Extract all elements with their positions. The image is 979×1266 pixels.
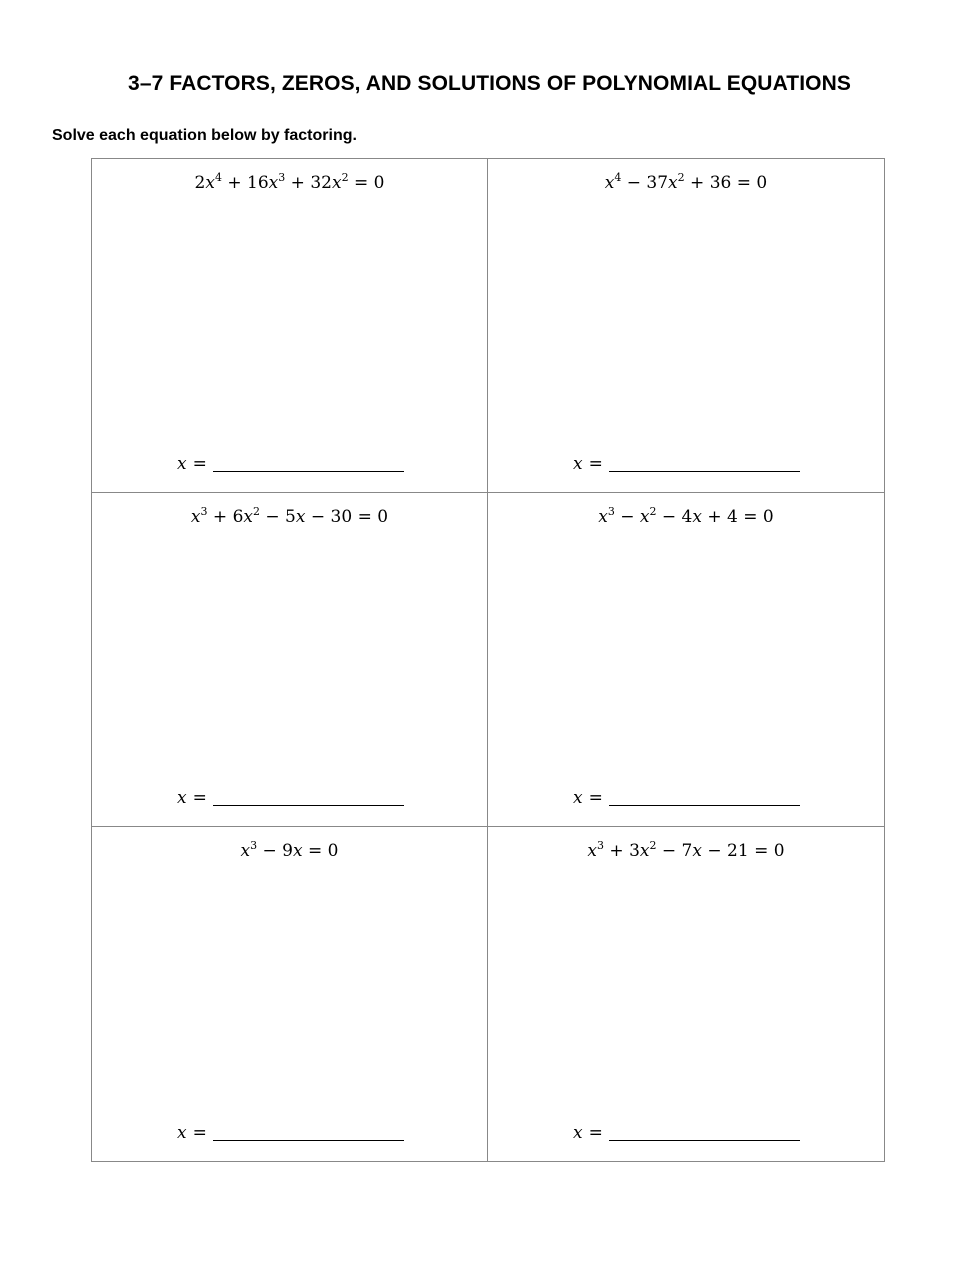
- answer-blank[interactable]: [609, 1126, 800, 1141]
- answer-equals: =: [192, 1123, 207, 1143]
- answer-row: [573, 788, 800, 808]
- problem-cell-5: [92, 827, 488, 1161]
- equation: $x^3 - 9x = 0$: [240, 839, 339, 861]
- answer-label: x: [177, 1123, 187, 1143]
- equation: $x^4 - 37x^2 + 36 = 0$: [604, 171, 768, 193]
- answer-blank[interactable]: [213, 791, 404, 806]
- instructions: Solve each equation below by factoring.: [52, 127, 357, 144]
- equation: $x^3 + 3x^2 - 7x - 21 = 0$: [587, 839, 785, 861]
- answer-blank[interactable]: [213, 457, 404, 472]
- problem-cell-1: [92, 159, 488, 493]
- answer-row: [573, 1123, 800, 1143]
- page-title: 3–7 FACTORS, ZEROS, AND SOLUTIONS OF POLYNOMIAL EQUATIONS: [128, 72, 851, 95]
- problem-grid: [91, 158, 885, 1162]
- problem-cell-2: [488, 159, 884, 493]
- answer-equals: =: [192, 788, 207, 808]
- answer-label: x: [177, 454, 187, 474]
- problem-cell-6: [488, 827, 884, 1161]
- problem-cell-3: [92, 493, 488, 827]
- answer-row: [573, 454, 800, 474]
- problem-cell-4: [488, 493, 884, 827]
- answer-equals: =: [588, 788, 603, 808]
- answer-equals: =: [588, 454, 603, 474]
- equation: $x^3 + 6x^2 - 5x - 30 = 0$: [190, 505, 389, 527]
- answer-label: x: [573, 454, 583, 474]
- answer-blank[interactable]: [609, 457, 800, 472]
- answer-row: [177, 1123, 404, 1143]
- answer-equals: =: [192, 454, 207, 474]
- answer-row: [177, 788, 404, 808]
- answer-equals: =: [588, 1123, 603, 1143]
- equation: $x^3 - x^2 - 4x + 4 = 0$: [598, 505, 774, 527]
- equation: $2x^4 + 16x^3 + 32x^2 = 0$: [194, 171, 385, 193]
- answer-blank[interactable]: [609, 791, 800, 806]
- answer-label: x: [177, 788, 187, 808]
- answer-label: x: [573, 1123, 583, 1143]
- answer-row: [177, 454, 404, 474]
- answer-label: x: [573, 788, 583, 808]
- answer-blank[interactable]: [213, 1126, 404, 1141]
